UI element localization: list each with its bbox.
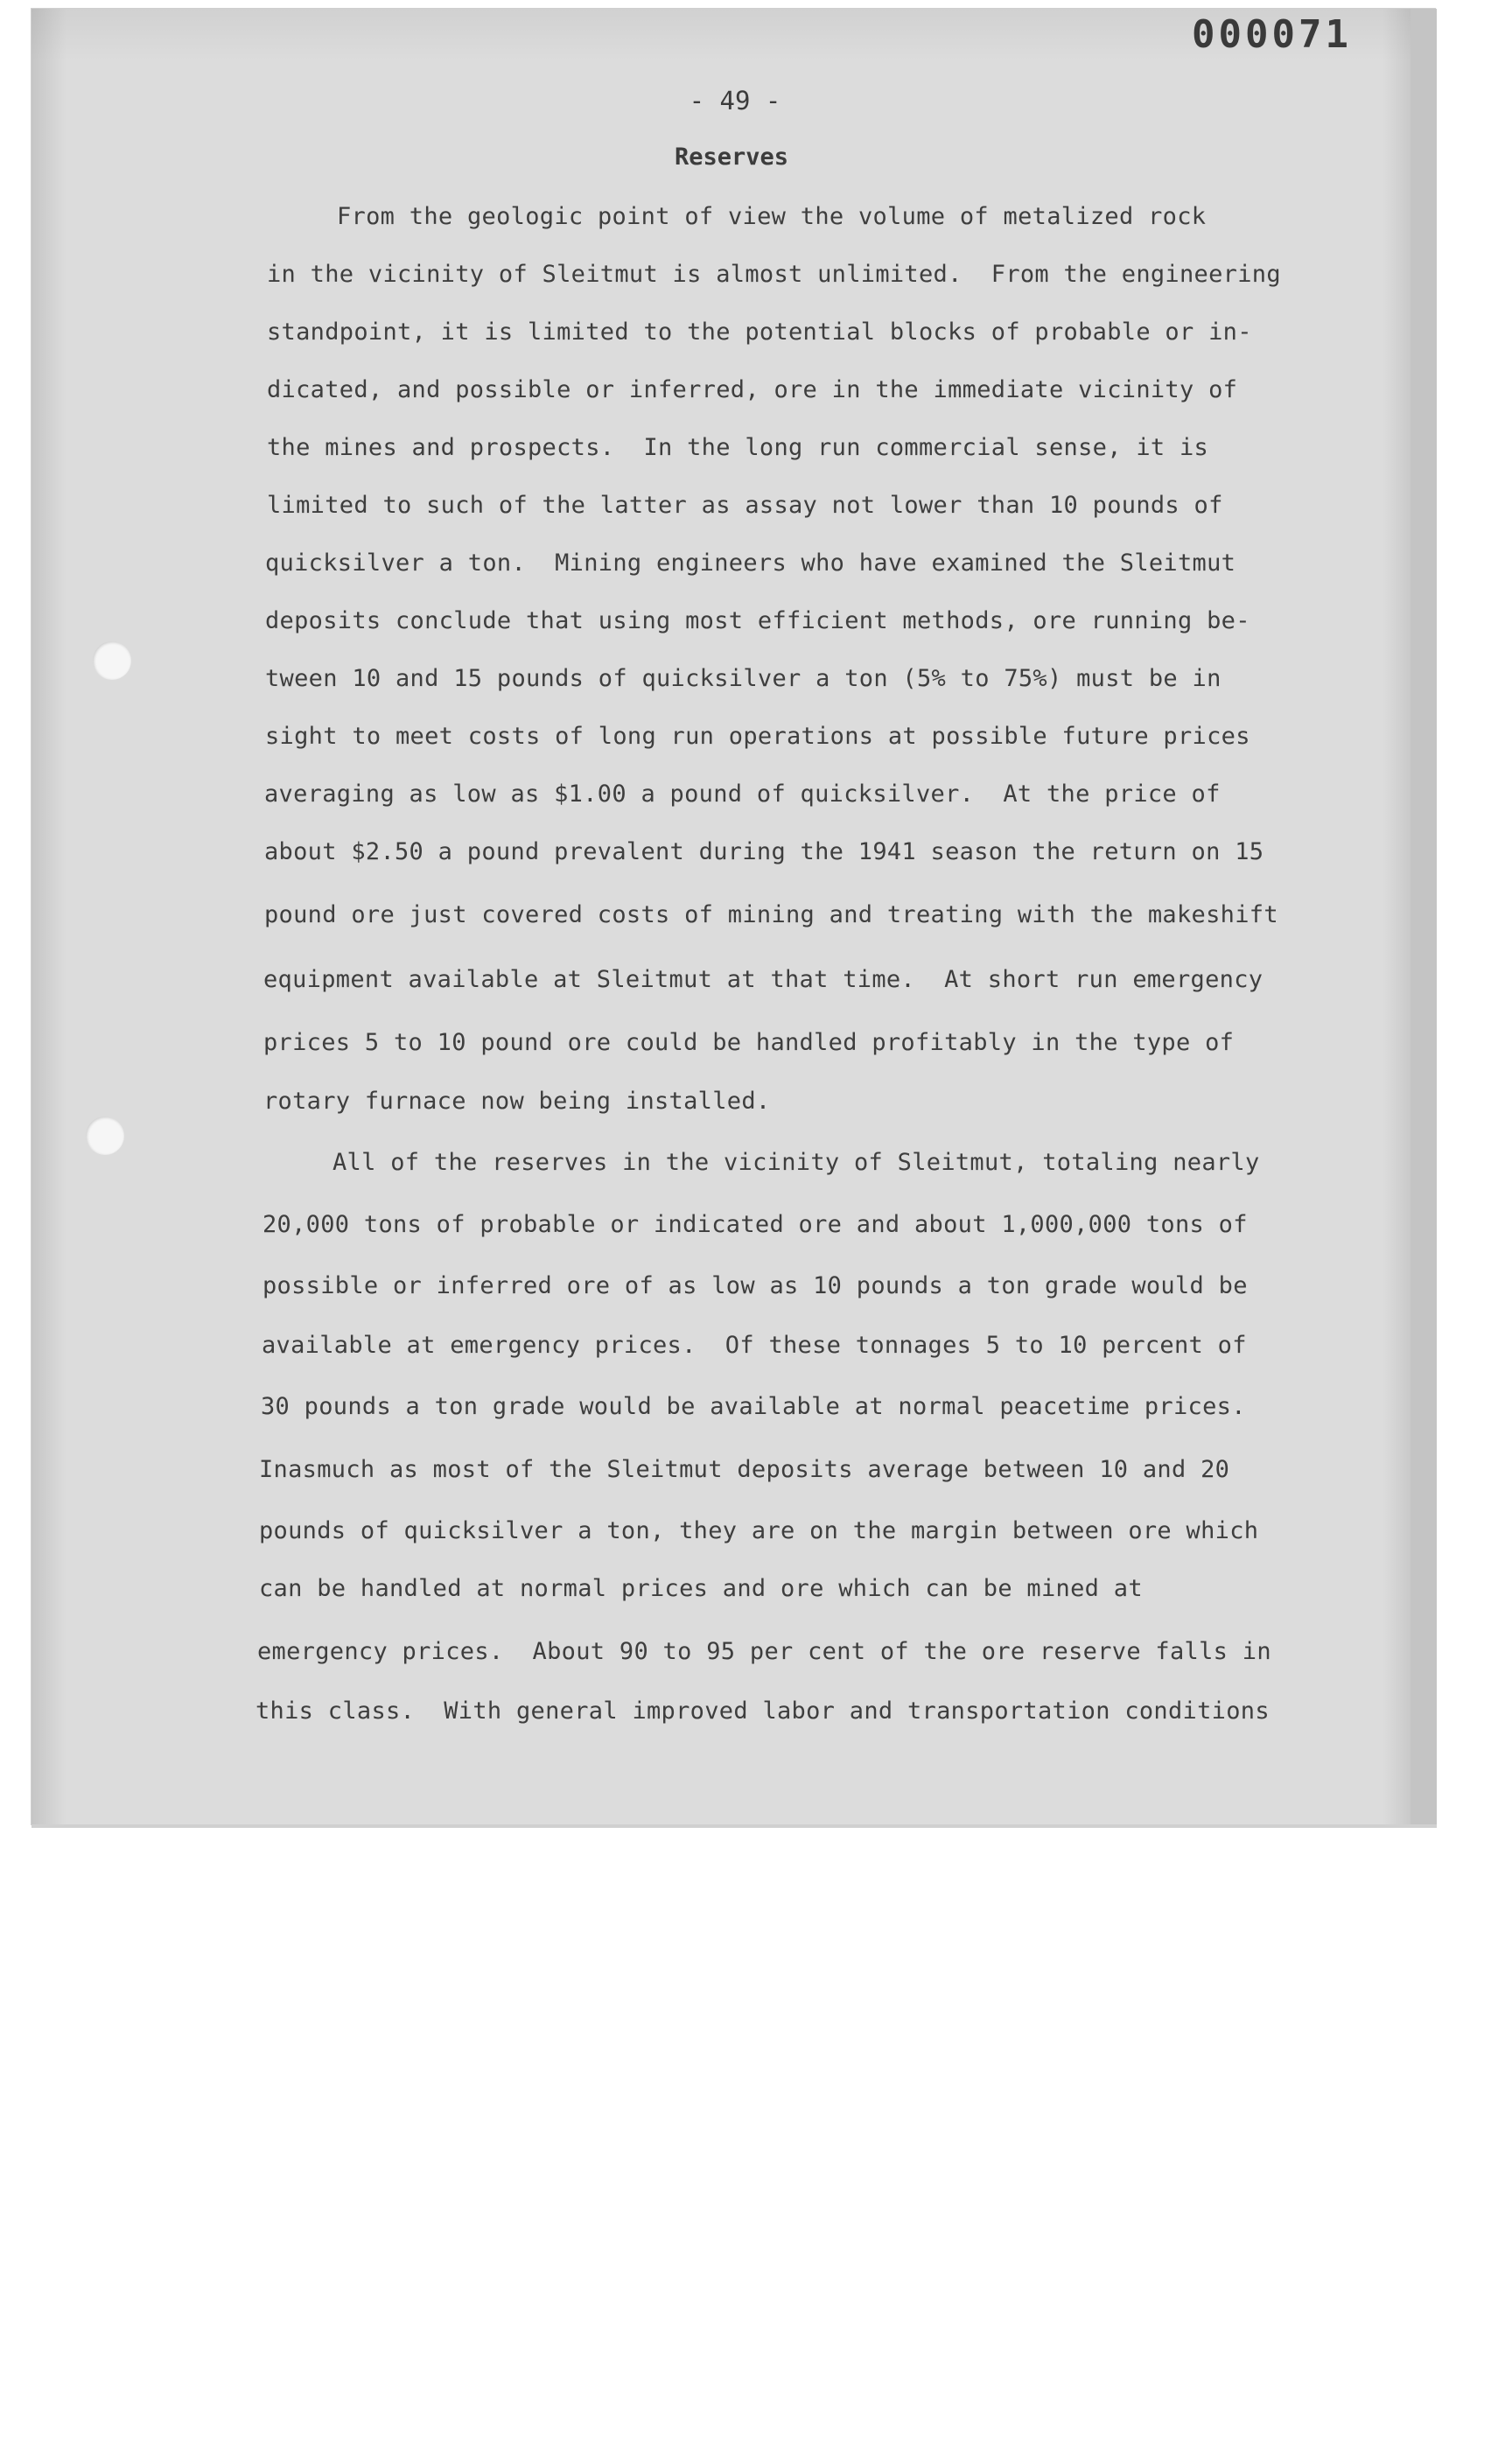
page-number: - 49 - xyxy=(689,86,781,116)
text-line: in the vicinity of Sleitmut is almost unlimited. From the engineering xyxy=(267,261,1281,288)
text-line: can be handled at normal prices and ore which can be mined at xyxy=(259,1575,1143,1602)
text-line: rotary furnace now being installed. xyxy=(263,1088,771,1115)
punch-hole-bottom xyxy=(86,1116,124,1155)
text-line: emergency prices. About 90 to 95 per cent of the ore reserve falls in xyxy=(257,1638,1271,1665)
text-line: tween 10 and 15 pounds of quicksilver a ton (5% to 75%) must be in xyxy=(265,665,1222,692)
page-bottom-edge xyxy=(32,1824,1437,1828)
document-stamp-number: 000071 xyxy=(1192,12,1352,57)
section-heading: Reserves xyxy=(674,144,789,171)
text-line: available at emergency prices. Of these tonnages 5 to 10 percent of xyxy=(262,1332,1247,1359)
text-line: All of the reserves in the vicinity of Sleitmut, totaling nearly xyxy=(332,1149,1260,1176)
text-line: this class. With general improved labor and transportation conditions xyxy=(256,1698,1270,1725)
text-line: pounds of quicksilver a ton, they are on the margin between ore which xyxy=(259,1517,1259,1544)
text-line: about $2.50 a pound prevalent during the 1941 season the return on 15 xyxy=(264,838,1264,865)
text-line: the mines and prospects. In the long run commercial sense, it is xyxy=(267,434,1209,461)
text-line: deposits conclude that using most efficient methods, ore running be- xyxy=(265,607,1250,634)
text-line: From the geologic point of view the volume of metalized rock xyxy=(337,203,1207,230)
text-line: sight to meet costs of long run operations at possible future prices xyxy=(265,723,1250,750)
punch-hole-top xyxy=(93,641,131,680)
text-line: limited to such of the latter as assay not lower than 10 pounds of xyxy=(267,492,1223,519)
text-line: averaging as low as $1.00 a pound of quicksilver. At the price of xyxy=(264,780,1221,808)
text-line: 20,000 tons of probable or indicated ore and about 1,000,000 tons of xyxy=(262,1211,1248,1238)
text-line: dicated, and possible or inferred, ore in the immediate vicinity of xyxy=(267,376,1238,403)
text-line: 30 pounds a ton grade would be available at normal peacetime prices. xyxy=(261,1393,1246,1420)
text-line: equipment available at Sleitmut at that time. At short run emergency xyxy=(263,966,1264,993)
text-line: pound ore just covered costs of mining and treating with the makeshift xyxy=(264,901,1278,928)
text-line: prices 5 to 10 pound ore could be handled profitably in the type of xyxy=(263,1029,1235,1056)
text-line: possible or inferred ore of as low as 10 pounds a ton grade would be xyxy=(262,1272,1248,1299)
text-line: quicksilver a ton. Mining engineers who have examined the Sleitmut xyxy=(265,550,1236,577)
text-line: standpoint, it is limited to the potential blocks of probable or in- xyxy=(267,318,1252,346)
page-edge-shadow xyxy=(1410,9,1437,1824)
text-line: Inasmuch as most of the Sleitmut deposits average between 10 and 20 xyxy=(259,1456,1230,1483)
